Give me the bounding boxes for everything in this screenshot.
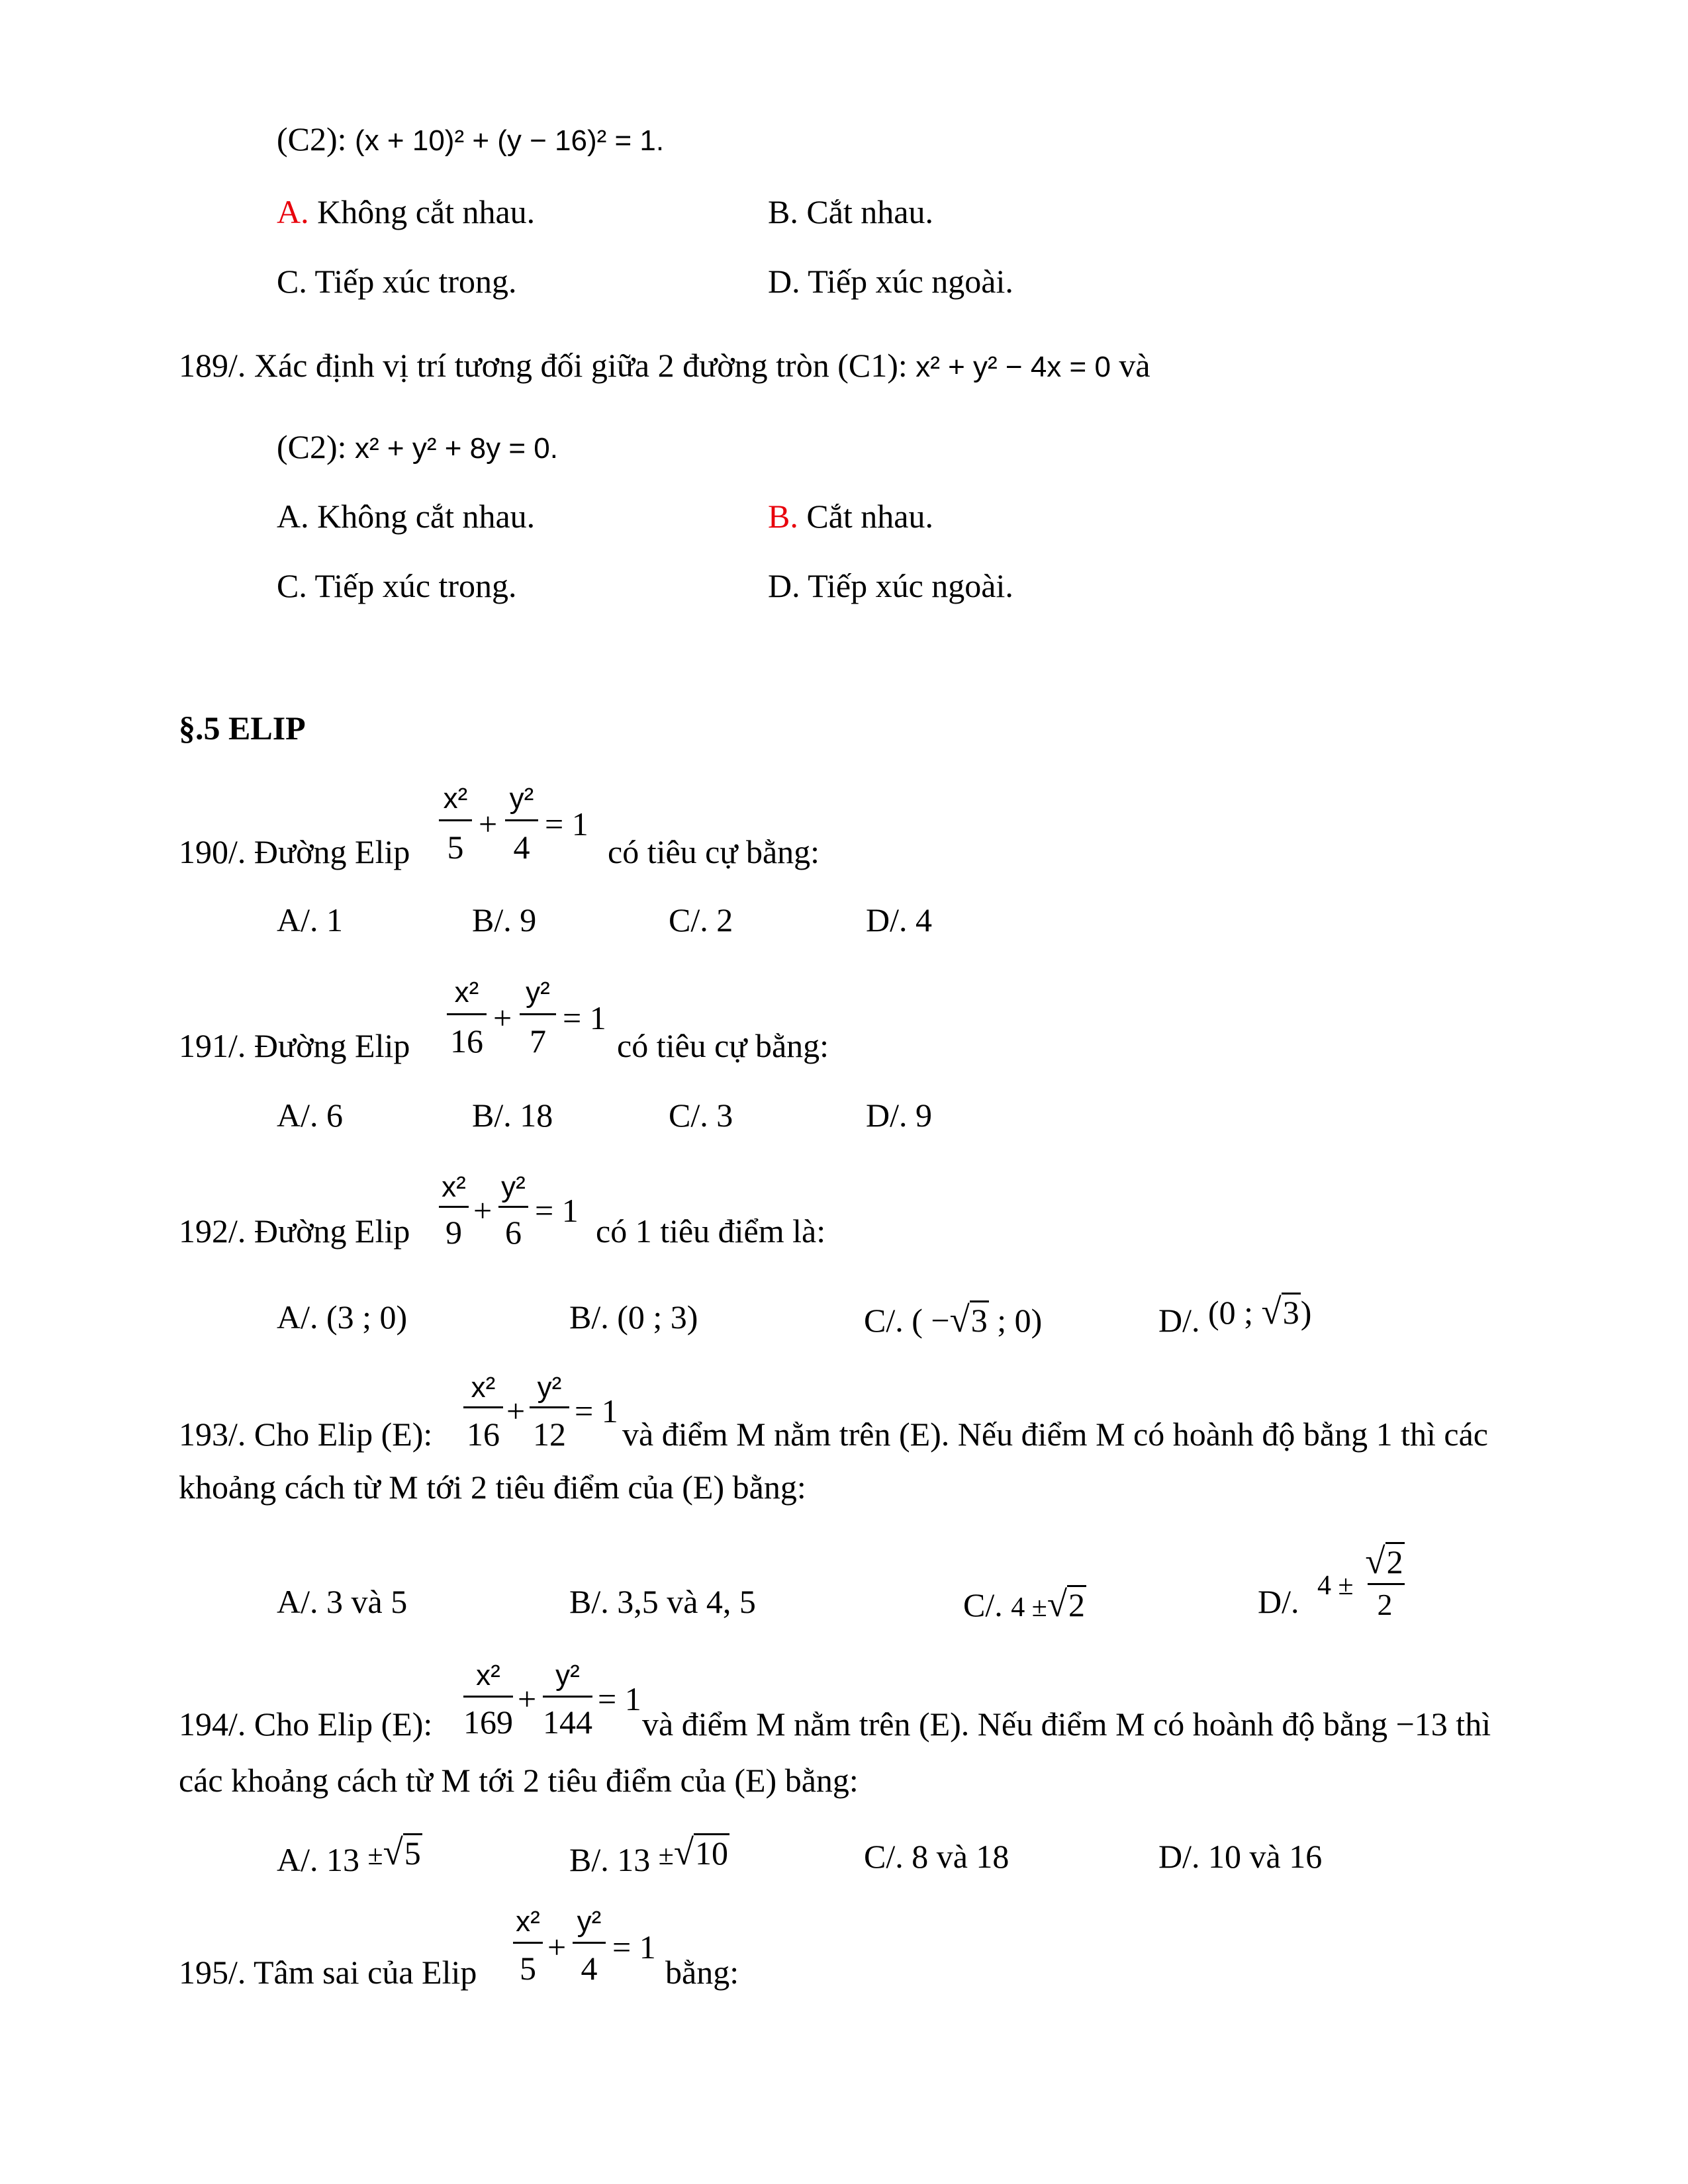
q190-plus: +: [479, 805, 498, 842]
q192-option-c-post: ; 0): [988, 1302, 1043, 1339]
q190-prefix: 190/. Đường Elip: [179, 833, 410, 870]
q191-n1: x²: [454, 976, 479, 1009]
q195-suffix: bằng:: [665, 1954, 739, 1991]
q194-option-a-sqrt: √5: [383, 1832, 421, 1872]
q189-option-b-letter: B.: [768, 498, 798, 535]
q193-option-d-pre[interactable]: D/.: [1258, 1583, 1299, 1620]
q194-n1: x²: [476, 1659, 500, 1692]
q193-n1: x²: [471, 1371, 496, 1404]
q190-suffix: có tiêu cự bằng:: [608, 833, 820, 870]
q189-stem: [179, 349, 1150, 382]
q193-n2: y²: [537, 1371, 562, 1404]
q192-option-b[interactable]: B/. (0 ; 3): [569, 1298, 698, 1336]
q193-option-d-num: √2: [1365, 1541, 1403, 1581]
q188-c2-label: (C2):: [277, 120, 347, 158]
q188-c2-line: [277, 122, 664, 156]
q188-option-a[interactable]: [277, 195, 535, 228]
q192-option-d-pre: D/.: [1158, 1302, 1200, 1339]
q191-n2: y²: [526, 976, 550, 1009]
q193-option-c-pre: C/.: [963, 1586, 1003, 1623]
q191-suffix: có tiêu cự bằng:: [617, 1027, 829, 1064]
q190-n1: x²: [443, 782, 468, 815]
q189-c2-label: (C2):: [277, 428, 347, 465]
q192-n1: x²: [442, 1171, 466, 1203]
q192-n2: y²: [501, 1171, 526, 1203]
q192-option-d-close: ): [1300, 1294, 1312, 1331]
q193-d1: 16: [467, 1416, 500, 1453]
q192-prefix: 192/. Đường Elip: [179, 1212, 410, 1250]
q193-option-a[interactable]: A/. 3 và 5: [277, 1583, 408, 1620]
q192-suffix: có 1 tiêu điểm là:: [596, 1212, 826, 1250]
q193-option-c-expr: 4 ±: [1011, 1592, 1047, 1623]
q189-option-c[interactable]: C. Tiếp xúc trong.: [277, 567, 517, 604]
q188-option-d[interactable]: D. Tiếp xúc ngoài.: [768, 263, 1013, 300]
q193-option-d-den: 2: [1377, 1588, 1393, 1621]
q194-option-b-pm: ±: [658, 1841, 674, 1871]
q192-option-a[interactable]: A/. (3 ; 0): [277, 1298, 408, 1336]
q191-d2: 7: [530, 1023, 546, 1060]
q190-option-a[interactable]: A/. 1: [277, 901, 343, 938]
q195-d1: 5: [520, 1950, 536, 1987]
q192-option-d-open: (0 ;: [1208, 1294, 1262, 1331]
q192-option-d[interactable]: [1158, 1291, 1312, 1339]
q189-connector: và: [1119, 347, 1150, 384]
q189-option-b[interactable]: [768, 500, 933, 533]
q193-option-d-expr: 4 ±: [1317, 1570, 1354, 1601]
q188-c2-equation: (x + 10)² + (y − 16)² = 1.: [355, 124, 665, 157]
q192-option-d-sqrt: √3: [1261, 1291, 1299, 1332]
q192-plus: +: [473, 1192, 492, 1229]
q190-d2: 4: [513, 829, 530, 866]
q191-option-b[interactable]: B/. 18: [472, 1097, 553, 1134]
q194-option-a-pre: A/. 13: [277, 1841, 359, 1878]
q192-option-c[interactable]: [864, 1300, 1042, 1339]
q193-option-b[interactable]: B/. 3,5 và 4, 5: [569, 1583, 756, 1620]
q189-c2-line: [277, 430, 558, 463]
q188-option-c[interactable]: C. Tiếp xúc trong.: [277, 263, 517, 300]
q190-eq: = 1: [545, 805, 588, 842]
q189-stem-text: 189/. Xác định vị trí tương đối giữa 2 đường tròn (C1):: [179, 347, 908, 384]
q194-eq: = 1: [598, 1680, 641, 1717]
q194-option-b-pre: B/. 13: [569, 1841, 651, 1878]
q195-n1: x²: [516, 1905, 540, 1938]
q192-d1: 9: [445, 1214, 462, 1251]
q189-option-a[interactable]: A. Không cắt nhau.: [277, 498, 536, 535]
q194-prefix: 194/. Cho Elip (E):: [179, 1706, 433, 1743]
q192-option-c-sqrt: √3: [949, 1299, 988, 1340]
q190-option-d[interactable]: D/. 4: [866, 901, 932, 938]
q193-suffix: và điểm M nằm trên (E). Nếu điểm M có hoành độ bằng 1 thì các: [622, 1416, 1488, 1453]
q188-option-a-letter: A.: [277, 193, 309, 230]
q193-option-c[interactable]: [963, 1585, 1086, 1623]
q195-d2: 4: [581, 1950, 598, 1987]
q194-option-a-pm: ±: [367, 1841, 383, 1871]
q194-option-a[interactable]: [277, 1832, 422, 1878]
q191-prefix: 191/. Đường Elip: [179, 1027, 410, 1064]
q191-option-a[interactable]: A/. 6: [277, 1097, 343, 1134]
q188-option-b[interactable]: B. Cắt nhau.: [768, 193, 933, 230]
q191-plus: +: [493, 999, 512, 1036]
q194-option-b-sqrt: √10: [673, 1832, 728, 1872]
q194-option-b[interactable]: [569, 1832, 729, 1878]
q195-eq: = 1: [612, 1929, 656, 1966]
q193-plus: +: [506, 1392, 526, 1430]
q194-option-c[interactable]: C/. 8 và 18: [864, 1838, 1009, 1875]
q190-n2: y²: [509, 782, 534, 815]
q189-option-d[interactable]: D. Tiếp xúc ngoài.: [768, 567, 1013, 604]
q195-prefix: 195/. Tâm sai của Elip: [179, 1954, 477, 1991]
q194-plus: +: [518, 1680, 537, 1717]
q194-d2: 144: [543, 1704, 592, 1741]
q188-option-a-text: Không cắt nhau.: [308, 193, 536, 230]
q194-d1: 169: [463, 1704, 513, 1741]
q190-option-b[interactable]: B/. 9: [472, 901, 537, 938]
q193-option-c-sqrt: √2: [1047, 1584, 1085, 1624]
q191-eq: = 1: [563, 999, 606, 1036]
q195-n2: y²: [577, 1905, 602, 1938]
q191-option-d[interactable]: D/. 9: [866, 1097, 932, 1134]
q192-option-c-pre: C/. ( −: [864, 1302, 950, 1339]
q189-option-b-text: Cắt nhau.: [798, 498, 933, 535]
q194-option-d[interactable]: D/. 10 và 16: [1158, 1838, 1323, 1875]
section-heading: §.5 ELIP: [179, 709, 306, 747]
q190-option-c[interactable]: C/. 2: [669, 901, 733, 938]
q192-d2: 6: [505, 1214, 522, 1251]
q194-line2: các khoảng cách từ M tới 2 tiêu điểm của (E) bằng:: [179, 1762, 859, 1799]
q191-d1: 16: [450, 1023, 483, 1060]
q193-d2: 12: [533, 1416, 566, 1453]
q189-c2-equation: x² + y² + 8y = 0.: [355, 432, 558, 465]
q193-line2: khoảng cách từ M tới 2 tiêu điểm của (E) bằng:: [179, 1469, 806, 1506]
q191-option-c[interactable]: C/. 3: [669, 1097, 733, 1134]
q194-n2: y²: [555, 1659, 580, 1692]
q190-d1: 5: [447, 829, 464, 866]
q195-plus: +: [547, 1929, 567, 1966]
q192-eq: = 1: [535, 1192, 579, 1229]
q193-eq: = 1: [575, 1392, 618, 1430]
q194-suffix: và điểm M nằm trên (E). Nếu điểm M có hoành độ bằng −13 thì: [642, 1706, 1491, 1743]
q193-prefix: 193/. Cho Elip (E):: [179, 1416, 433, 1453]
q189-c1-equation: x² + y² − 4x = 0: [915, 351, 1111, 383]
